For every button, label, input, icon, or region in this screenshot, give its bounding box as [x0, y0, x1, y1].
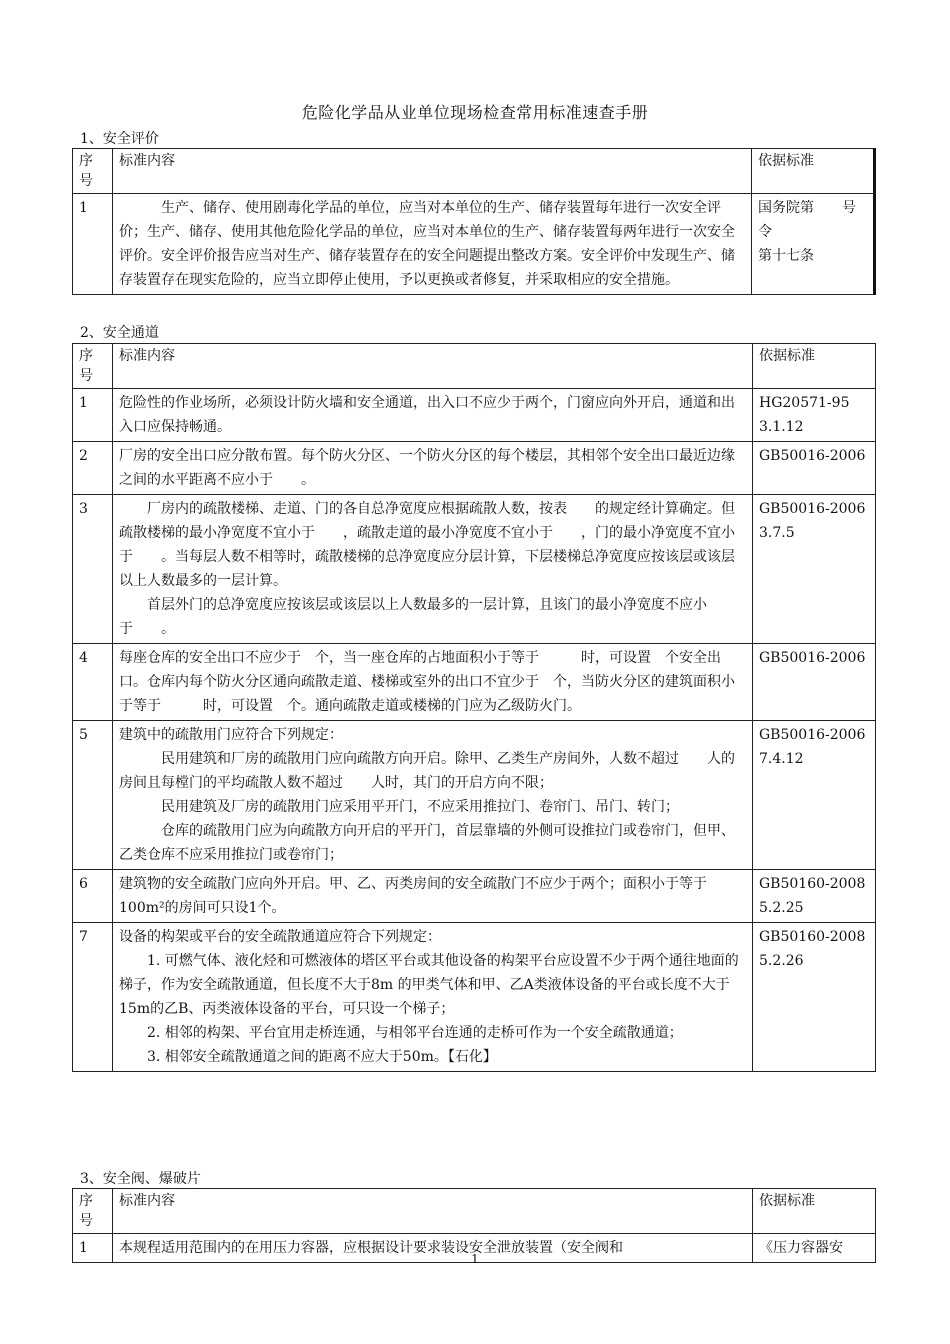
header-no: 序号: [73, 149, 113, 194]
basis-line-2: 7.4.12: [759, 751, 804, 767]
row-no: 2: [73, 442, 113, 495]
basis-line-1: GB50016-2006: [759, 448, 866, 464]
row-paragraph: 民用建筑和厂房的疏散用门应向疏散方向开启。除甲、乙类生产房间外，人数不超过 人的房间且每樘门的平均疏散人数不超过 人时，其门的开启方向不限；: [119, 751, 735, 791]
table-safety-passage: [72, 343, 876, 1072]
header-basis: 依据标准: [752, 149, 875, 194]
row-no: 5: [73, 721, 113, 870]
row-content: [113, 495, 753, 644]
header-basis: 依据标准: [753, 344, 876, 389]
table-row: [73, 442, 876, 495]
row-paragraph: 仓库的疏散用门应为向疏散方向开启的平开门，首层靠墙的外侧可设推拉门或卷帘门，但甲、乙类仓库不应采用推拉门或卷帘门；: [119, 823, 735, 863]
table-row: [73, 721, 876, 870]
row-content: 本规程适用范围内的在用压力容器，应根据设计要求装设安全泄放装置（安全阀和: [113, 1234, 753, 1263]
row-basis: [752, 194, 875, 295]
header-no: 序号: [73, 1189, 113, 1234]
row-basis: [753, 721, 876, 870]
row-paragraph: 1. 可燃气体、液化烃和可燃液体的塔区平台或其他设备的构架平台应设置不少于两个通往地面的梯子，作为安全疏散通道，但长度不大于8m 的甲类气体和甲、乙A类液体设备的平台或长度不大于15m的乙B、丙类液体设备的平台，可只设一个梯子；: [119, 953, 739, 1017]
table-row: [73, 923, 876, 1072]
header-basis: 依据标准: [753, 1189, 876, 1234]
row-content: [113, 721, 753, 870]
section-heading-safety-valve: 3、安全阀、爆破片: [80, 1171, 201, 1187]
header-no: 序号: [73, 344, 113, 389]
row-paragraph: 设备的构架或平台的安全疏散通道应符合下列规定：: [119, 929, 441, 945]
header-content: 标准内容: [113, 344, 753, 389]
row-no: 6: [73, 870, 113, 923]
table-header-row: [73, 344, 876, 389]
row-basis: [753, 389, 876, 442]
header-content: 标准内容: [113, 1189, 753, 1234]
basis-line-2: 第十七条: [758, 248, 814, 264]
row-basis: [753, 870, 876, 923]
basis-line-1: GB50160-2008: [759, 876, 866, 892]
section-heading-safety-evaluation: 1、安全评价: [80, 131, 159, 147]
basis-line-2: 3.1.12: [759, 419, 804, 435]
basis-line-1: GB50016-2006: [759, 727, 866, 743]
row-content: 建筑物的安全疏散门应向外开启。甲、乙、丙类房间的安全疏散门不应少于两个；面积小于等于100m²的房间可只设1个。: [113, 870, 753, 923]
row-paragraph: 首层外门的总净宽度应按该层或该层以上人数最多的一层计算，且该门的最小净宽度不应小于 。: [119, 597, 707, 637]
table-safety-evaluation: [72, 148, 876, 295]
row-no: 7: [73, 923, 113, 1072]
basis-line-1: GB50160-2008: [759, 929, 866, 945]
table-row: [73, 495, 876, 644]
row-basis: [753, 923, 876, 1072]
basis-line-1: GB50016-2006: [759, 501, 866, 517]
row-no: 1: [73, 1234, 113, 1263]
basis-line-2: 3.7.5: [759, 525, 795, 541]
basis-line-1: HG20571-95: [759, 395, 850, 411]
row-no: 4: [73, 644, 113, 721]
row-no: 3: [73, 495, 113, 644]
basis-line-2: 5.2.25: [759, 900, 804, 916]
row-paragraph: 3. 相邻安全疏散通道之间的距离不应大于50m。【石化】: [147, 1049, 497, 1065]
row-basis: [753, 495, 876, 644]
row-paragraph: 建筑中的疏散用门应符合下列规定：: [119, 727, 343, 743]
basis-line-2: 5.2.26: [759, 953, 804, 969]
row-content: [113, 194, 752, 295]
row-content: [113, 923, 753, 1072]
header-content: 标准内容: [113, 149, 752, 194]
basis-line-1: GB50016-2006: [759, 650, 866, 666]
page-number: 1: [471, 1252, 479, 1266]
basis-line-1: 《压力容器安: [759, 1240, 843, 1256]
basis-line-1: 国务院第 号令: [758, 200, 856, 240]
section-heading-safety-passage: 2、安全通道: [80, 325, 159, 341]
table-row: [73, 389, 876, 442]
row-content: 厂房的安全出口应分散布置。每个防火分区、一个防火分区的每个楼层，其相邻个安全出口最近边缘之间的水平距离不应小于 。: [113, 442, 753, 495]
row-no: 1: [73, 194, 113, 295]
table-row: [73, 644, 876, 721]
row-basis: [753, 442, 876, 495]
row-content-text: 生产、储存、使用剧毒化学品的单位，应当对本单位的生产、储存装置每年进行一次安全评价；生产、储存、使用其他危险化学品的单位，应当对本单位的生产、储存装置每两年进行一次安全评价。安全评价报告应当对生产、储存装置存在的安全问题提出整改方案。安全评价中发现生产、储存装置存在现实危险的，应当立即停止使用，予以更换或者修复，并采取相应的安全措施。: [119, 200, 735, 288]
row-content: 危险性的作业场所，必须设计防火墙和安全通道，出入口不应少于两个，门窗应向外开启，通道和出入口应保持畅通。: [113, 389, 753, 442]
row-content: 每座仓库的安全出口不应少于 个，当一座仓库的占地面积小于等于 时，可设置 个安全出口。仓库内每个防火分区通向疏散走道、楼梯或室外的出口不宜少于 个，当防火分区的建筑面积小于等于 时，可设置 个。通向疏散走道或楼梯的门应为乙级防火门。: [113, 644, 753, 721]
table-row: [73, 194, 875, 295]
row-basis: [753, 644, 876, 721]
row-paragraph: 2. 相邻的构架、平台宜用走桥连通，与相邻平台连通的走桥可作为一个安全疏散通道；: [147, 1025, 683, 1041]
row-paragraph: 民用建筑及厂房的疏散用门应采用平开门，不应采用推拉门、卷帘门、吊门、转门；: [161, 799, 679, 815]
table-header-row: [73, 1189, 876, 1234]
table-row: [73, 870, 876, 923]
page-title: 危险化学品从业单位现场检查常用标准速查手册: [301, 103, 649, 122]
row-no: 1: [73, 389, 113, 442]
table-header-row: [73, 149, 875, 194]
row-paragraph: 厂房内的疏散楼梯、走道、门的各自总净宽度应根据疏散人数，按表 的规定经计算确定。但疏散楼梯的最小净宽度不宜小于 ，疏散走道的最小净宽度不宜小于 ，门的最小净宽度不宜小于 。当每层人数不相等时，疏散楼梯的总净宽度应分层计算，下层楼梯总净宽度应按该层或该层以上人数最多的一层计算。: [119, 501, 735, 589]
